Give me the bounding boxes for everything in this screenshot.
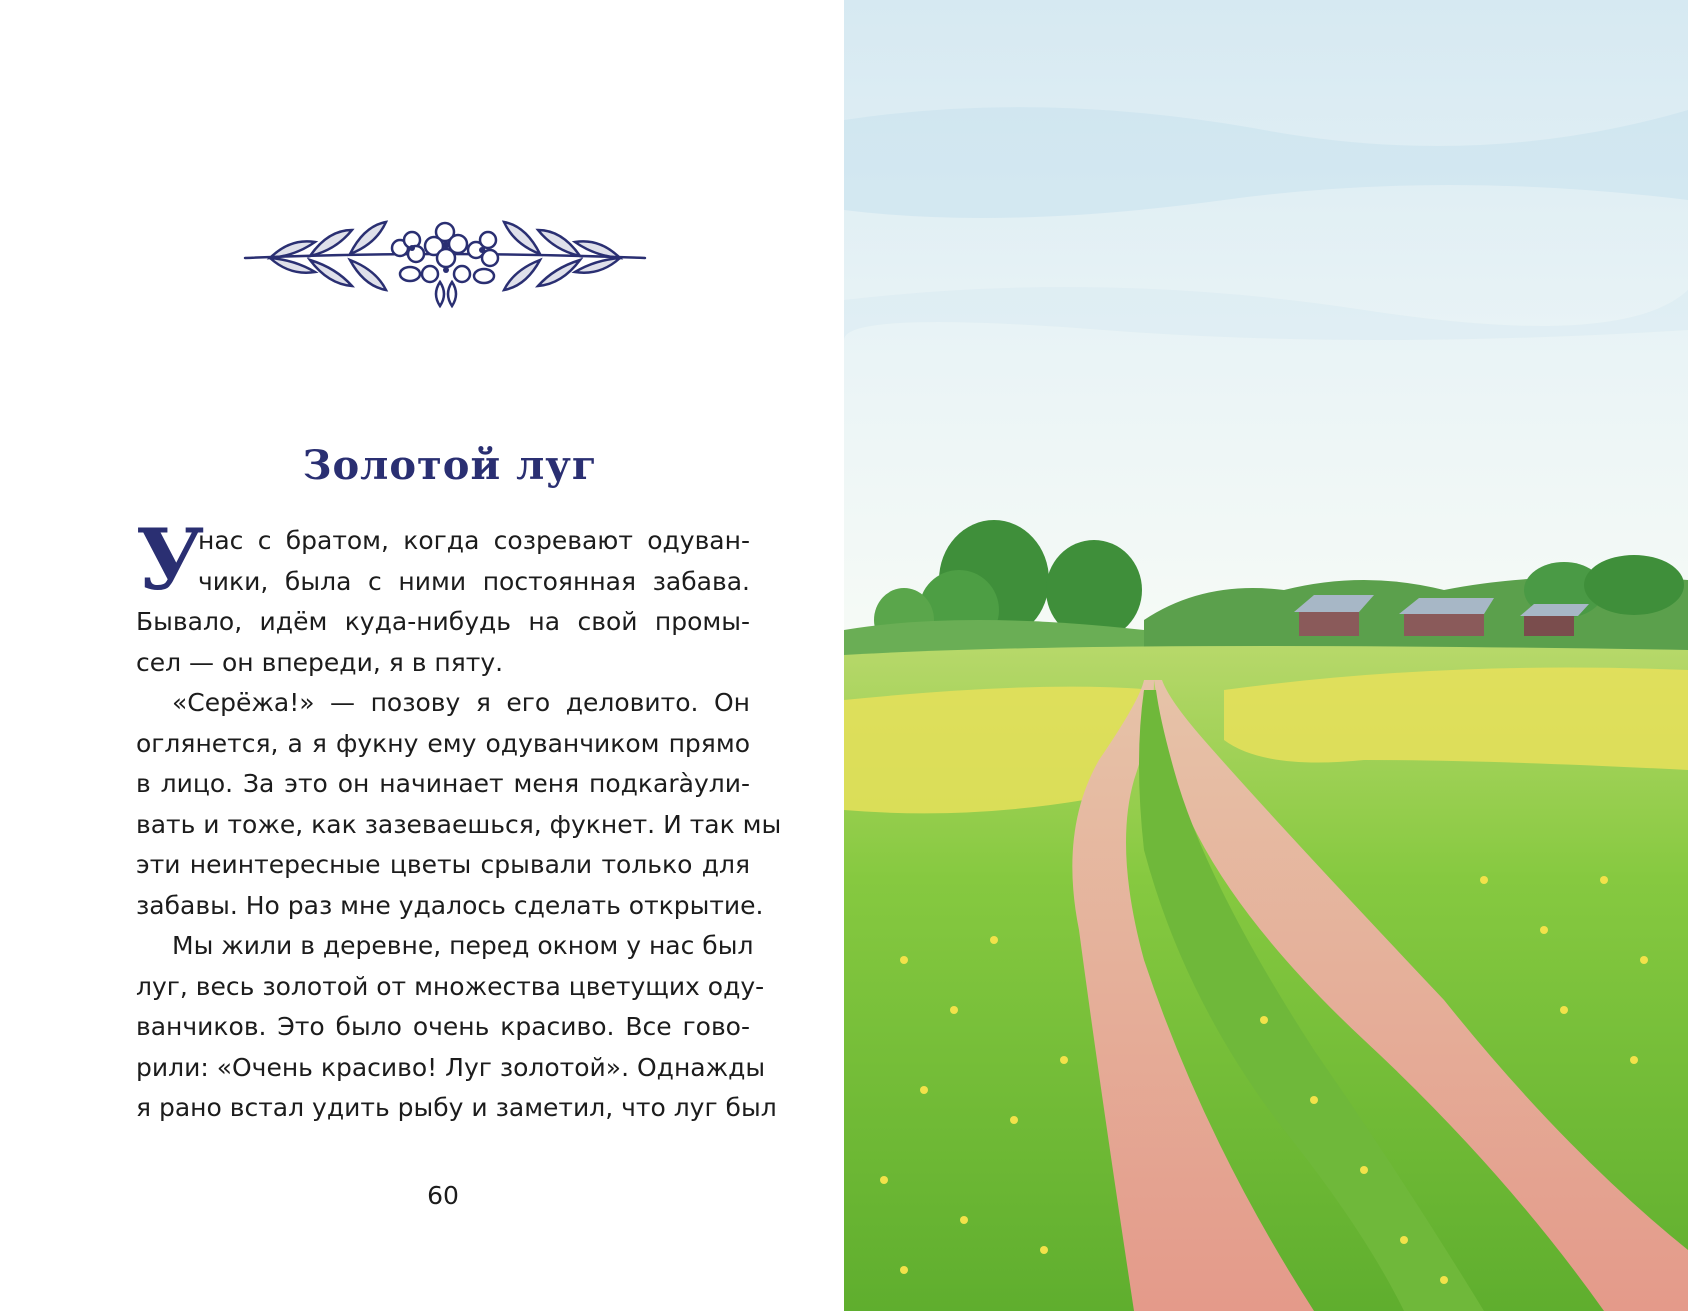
text-line: вать и тоже, как зазеваешься, фукнет. И так мы xyxy=(136,809,782,839)
text-line: сел — он впереди, я в пяту. xyxy=(136,647,504,677)
text-line: рили: «Очень красиво! Луг золотой». Однажды xyxy=(136,1052,766,1082)
text-line: эти неинтересные цветы срывали только для xyxy=(136,850,750,879)
text-line: забавы. Но раз мне удалось сделать открытие. xyxy=(136,890,764,920)
text-line: в лицо. За это он начинает меня подкаràули- xyxy=(136,769,750,798)
text-line: Бывало, идём куда-нибудь на свой промы- xyxy=(136,607,750,636)
page-number: 60 xyxy=(427,1181,459,1210)
illustration-page xyxy=(844,0,1688,1311)
text-line: оглянется, а я фукну ему одуванчиком прямо xyxy=(136,728,750,758)
text-line: «Серёжа!» — позову я его деловито. Он xyxy=(172,688,750,717)
text-line: нас с братом, когда созревают одуван- xyxy=(198,526,750,555)
floral-branch-icon xyxy=(240,214,650,334)
chapter-title: Золотой луг xyxy=(302,442,598,489)
drop-cap: У xyxy=(136,510,205,609)
text-line: Мы жили в деревне, перед окном у нас был xyxy=(172,931,754,960)
text-line: я рано встал удить рыбу и заметил, что луг был xyxy=(136,1093,777,1122)
text-line: луг, весь золотой от множества цветущих оду- xyxy=(136,971,765,1001)
story-text xyxy=(136,521,782,1129)
text-line: ванчиков. Это было очень красиво. Все гово- xyxy=(136,1012,750,1041)
text-line: чики, была с ними постоянная забава. xyxy=(198,566,750,596)
meadow-road-landscape-icon xyxy=(844,0,1688,1311)
